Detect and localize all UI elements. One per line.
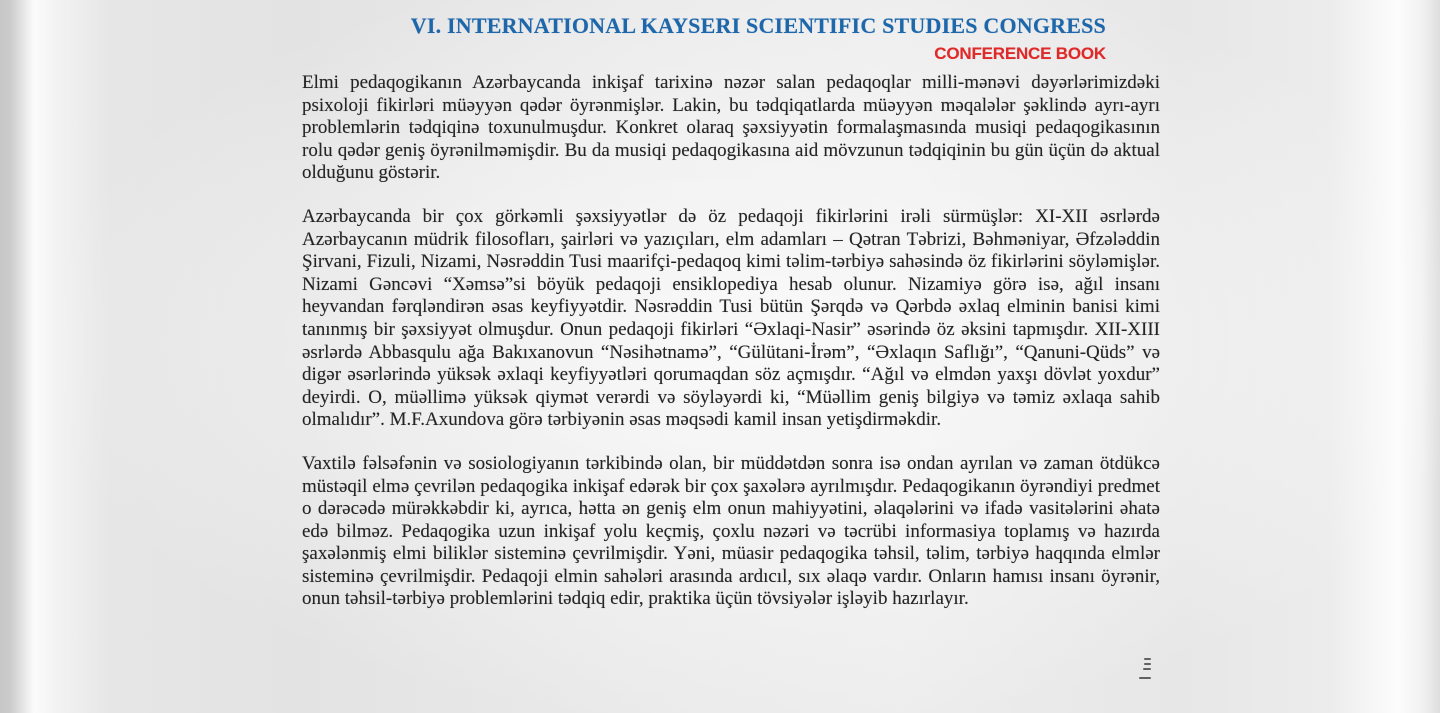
conference-book-label: CONFERENCE BOOK	[934, 44, 1106, 63]
paragraph-2: Azərbaycanda bir çox görkəmli şəxsiyyətlər də öz pedaqoji fikirlərini irəli sürmüşlər: XI-XII əsrlərdə Azərbaycanın müdrik filosofları, şairləri və yazıçıları, elm adamları – Qətran Təbrizi, Bəhməniyar, Əfzələddin Şirvani, Fizuli, Nizami, Nəsrəddin Tusi maarifçi-pedaqoq kimi təlim-tərbiyə sahəsində öz fikirlərini söyləmişlər. Nizami Gəncəvi “Xəmsə”si böyük pedaqoji ensiklopediya hesab olunur. Nizamiyə görə isə, ağıl insanı heyvandan fərqləndirən əsas keyfiyyətdir. Nəsrəddin Tusi bütün Şərqdə və Qərbdə əxlaq elminin banisi kimi tanınmış bir şəxsiyyət olmuşdur. Onun pedaqoji fikirləri “Əxlaqi-Nasir” əsərində öz əksini tapmışdır. XII-XIII əsrlərdə Abbasqulu ağa Bakıxanovun “Nəsihətnamə”, “Gülütani-İrəm”, “Əxlaqın Saflığı”, “Qanuni-Qüds” və digər əsərlərində yüksək əxlaqi keyfiyyətləri qorumaqdan söz açmışdır. “Ağıl və elmdən yaxşı dövlət yoxdur” deyirdi. O, müəllimə yüksək qiymət verərdi və söyləyərdi ki, “Müəllim geniş bilgiyə və təmiz əxlaqa sahib olmalıdır”. M.F.Axundova görə tərbiyənin əsas məqsədi kamil insan yetişdirməkdir.	[302, 205, 1160, 431]
congress-title: VI. INTERNATIONAL KAYSERI SCIENTIFIC STUDIES CONGRESS	[410, 13, 1106, 38]
edge-dash	[1143, 668, 1151, 670]
edge-dash	[1139, 677, 1151, 679]
edge-dash	[1144, 658, 1151, 660]
body-text	[302, 72, 1160, 632]
paragraph-1: Elmi pedaqogikanın Azərbaycanda inkişaf tarixinə nəzər salan pedaqoqlar milli-mənəvi dəyərlərimizdəki psixoloji fikirləri müəyyən qədər öyrənmişlər. Lakin, bu tədqiqatlarda müəyyən məqalələr şəklində ayrı-ayrı problemlərin tədqiqinə toxunulmuşdur. Konkret olaraq şəxsiyyətin formalaşmasında musiqi pedaqogikasının rolu qədər geniş öyrənilməmişdir. Bu da musiqi pedaqogikasına aid mövzunun tədqiqinin bu gün üçün də aktual olduğunu göstərir.	[302, 72, 1160, 184]
paragraph-3: Vaxtilə fəlsəfənin və sosiologiyanın tərkibində olan, bir müddətdən sonra isə ondan ayrılan və zaman ötdükcə müstəqil elmə çevrilən pedaqogika inkişaf edərək bir çox şaxələrə ayrılmışdır. Pedaqogikanın öyrəndiyi predmet o dərəcədə mürəkkəbdir ki, ayrıca, hətta ən geniş elm onun mahiyyətini, əlaqələrini və ifadə vasitələrini əhatə edə bilməz. Pedaqogika uzun inkişaf yolu keçmiş, çoxlu nəzəri və təcrübi informasiya toplamış və hazırda şaxələnmiş elmi biliklər sisteminə çevrilmişdir. Yəni, müasir pedaqogika təhsil, təlim, tərbiyə haqqında elmlər sisteminə çevrilmişdir. Pedaqoji elmin sahələri arasında ardıcıl, sıx əlaqə vardır. Onların hamısı insanı öyrənir, onun təhsil-tərbiyə problemlərini tədqiq edir, praktika üçün tövsiyələr işləyib hazırlayır.	[302, 452, 1160, 610]
page-edge-marker	[1137, 655, 1151, 689]
edge-dash	[1144, 663, 1151, 665]
page-header	[411, 13, 1106, 64]
